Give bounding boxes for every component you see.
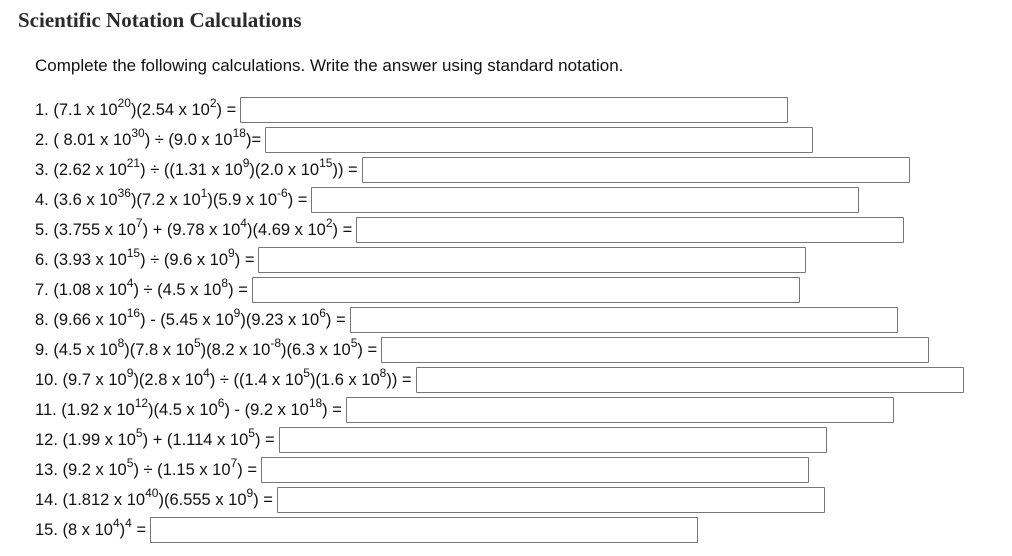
expression-text: ) ÷ ((1.4 x 10	[209, 370, 304, 389]
problem-row	[35, 455, 964, 485]
problem-expression	[35, 246, 255, 270]
exponent: 6	[319, 306, 326, 320]
problem-expression	[35, 186, 308, 210]
expression-text: (4.5 x 10	[53, 340, 118, 359]
answer-input[interactable]	[279, 427, 827, 453]
problem-number: 3.	[35, 160, 54, 179]
expression-text: ) ÷ (1.15 x 10	[133, 460, 231, 479]
exponent: 18	[308, 396, 323, 410]
expression-text: )(6.3 x 10	[281, 340, 351, 359]
problem-number: 5.	[35, 220, 54, 239]
exponent: 36	[117, 186, 131, 200]
problem-expression	[35, 426, 275, 450]
expression-text: )(4.69 x 10	[246, 220, 326, 239]
expression-text: )(6.555 x 10	[158, 490, 247, 509]
problem-expression	[35, 126, 262, 150]
problem-expression	[35, 396, 342, 420]
exponent: 7	[230, 456, 238, 470]
exponent: 12	[134, 396, 149, 410]
expression-text: ) =	[253, 490, 273, 509]
exponent: 9	[228, 246, 235, 260]
answer-input[interactable]	[416, 367, 964, 393]
expression-text: )(4.5 x 10	[148, 400, 218, 419]
exponent: 5	[135, 426, 143, 440]
problem-number: 8.	[35, 310, 54, 329]
answer-input[interactable]	[265, 127, 813, 153]
exponent: 4	[112, 516, 120, 530]
answer-input[interactable]	[381, 337, 929, 363]
answer-input[interactable]	[311, 187, 859, 213]
problem-number: 10.	[35, 370, 63, 389]
exponent: 30	[131, 126, 145, 140]
answer-input[interactable]	[258, 247, 806, 273]
expression-text: )	[119, 520, 126, 539]
exponent: -8	[270, 336, 282, 350]
problem-number: 6.	[35, 250, 54, 269]
exponent: 8	[117, 336, 125, 350]
exponent: 5	[193, 336, 201, 350]
expression-text: ) ÷ (9.6 x 10	[140, 250, 229, 269]
expression-text: )(9.23 x 10	[240, 310, 320, 329]
problem-row	[35, 335, 964, 365]
expression-text: )(8.2 x 10	[200, 340, 271, 359]
exponent: 15	[126, 246, 141, 260]
expression-text: ) =	[332, 220, 353, 239]
exponent: 9	[233, 306, 241, 320]
expression-text: ) =	[357, 340, 378, 359]
problem-row	[35, 185, 964, 215]
exponent: 18	[232, 126, 246, 140]
answer-input[interactable]	[362, 157, 910, 183]
problem-row	[35, 275, 964, 305]
answer-input[interactable]	[261, 457, 809, 483]
answer-input[interactable]	[150, 517, 698, 543]
problem-number: 13.	[35, 460, 63, 479]
expression-text: ) - (5.45 x 10	[140, 310, 234, 329]
expression-text: ) =	[322, 400, 342, 419]
exponent: 5	[350, 336, 358, 350]
exponent: 8	[221, 276, 229, 290]
answer-input[interactable]	[350, 307, 898, 333]
problem-expression	[35, 456, 257, 480]
expression-text: =	[131, 520, 147, 539]
expression-text: )) =	[332, 160, 358, 179]
problem-expression	[35, 96, 237, 120]
page-title: Scientific Notation Calculations	[18, 8, 302, 32]
exponent: 5	[126, 456, 134, 470]
problem-expression	[35, 366, 412, 390]
expression-text: ) + (1.114 x 10	[142, 430, 249, 449]
expression-text: (9.2 x 10	[62, 460, 127, 479]
expression-text: ) =	[254, 430, 275, 449]
expression-text: )(1.6 x 10	[309, 370, 380, 389]
problem-number: 9.	[35, 340, 54, 359]
problem-row	[35, 245, 964, 275]
expression-text: ) =	[325, 310, 346, 329]
expression-text: ) ÷ ((1.31 x 10	[140, 160, 243, 179]
answer-input[interactable]	[277, 487, 825, 513]
expression-text: ) =	[228, 280, 248, 299]
exponent: 9	[246, 486, 254, 500]
expression-text: ) =	[287, 190, 308, 209]
expression-text: (9.7 x 10	[62, 370, 127, 389]
expression-text: (8 x 10	[62, 520, 113, 539]
answer-input[interactable]	[346, 397, 894, 423]
problem-row	[35, 215, 964, 245]
exponent: -6	[277, 186, 288, 200]
problem-number: 7.	[35, 280, 54, 299]
problem-number: 2.	[35, 130, 54, 149]
exponent: 1	[200, 186, 208, 200]
exponent: 5	[248, 426, 255, 440]
expression-text: (2.62 x 10	[53, 160, 127, 179]
problem-row	[35, 125, 964, 155]
exponent: 4	[203, 366, 210, 380]
answer-input[interactable]	[356, 217, 904, 243]
problem-expression	[35, 516, 147, 540]
problem-number: 15.	[35, 520, 63, 539]
answer-input[interactable]	[240, 97, 788, 123]
exponent: 4	[126, 276, 134, 290]
exponent: 4	[240, 216, 247, 230]
expression-text: ) =	[216, 100, 237, 119]
exponent: 9	[126, 366, 134, 380]
exponent: 9	[242, 156, 250, 170]
problem-number: 12.	[35, 430, 63, 449]
exponent: 15	[319, 156, 333, 170]
exponent: 8	[379, 366, 387, 380]
problem-row	[35, 515, 964, 545]
problem-number: 14.	[35, 490, 63, 509]
problem-list	[35, 95, 964, 545]
expression-text: )(5.9 x 10	[207, 190, 278, 209]
problem-row	[35, 365, 964, 395]
expression-text: ) - (9.2 x 10	[224, 400, 309, 419]
expression-text: ) ÷ (9.0 x 10	[144, 130, 233, 149]
expression-text: (1.92 x 10	[61, 400, 135, 419]
expression-text: )(7.8 x 10	[124, 340, 194, 359]
expression-text: )(2.54 x 10	[130, 100, 210, 119]
problem-row	[35, 395, 964, 425]
problem-row	[35, 95, 964, 125]
exponent: 5	[303, 366, 310, 380]
problem-number: 11.	[35, 400, 62, 419]
expression-text: (3.93 x 10	[53, 250, 127, 269]
exponent: 40	[145, 486, 159, 500]
expression-text: (1.99 x 10	[62, 430, 136, 449]
expression-text: )(2.0 x 10	[249, 160, 320, 179]
problem-number: 4.	[35, 190, 54, 209]
expression-text: (9.66 x 10	[53, 310, 127, 329]
expression-text: )(2.8 x 10	[133, 370, 204, 389]
expression-text: ) =	[234, 250, 255, 269]
answer-input[interactable]	[252, 277, 800, 303]
exponent: 4	[125, 516, 132, 530]
expression-text: (1.812 x 10	[62, 490, 146, 509]
expression-text: )(7.2 x 10	[130, 190, 201, 209]
expression-text: (1.08 x 10	[53, 280, 127, 299]
exponent: 2	[209, 96, 217, 110]
exponent: 21	[126, 156, 141, 170]
problem-number: 1.	[35, 100, 54, 119]
problem-row	[35, 425, 964, 455]
expression-text: (3.755 x 10	[53, 220, 136, 239]
expression-text: (7.1 x 10	[53, 100, 118, 119]
exponent: 6	[217, 396, 225, 410]
expression-text: ) ÷ (4.5 x 10	[133, 280, 222, 299]
problem-row	[35, 305, 964, 335]
problem-expression	[35, 156, 358, 180]
problem-expression	[35, 306, 346, 330]
exponent: 7	[135, 216, 143, 230]
expression-text: (3.6 x 10	[53, 190, 118, 209]
expression-text: ) =	[237, 460, 257, 479]
expression-text: )=	[245, 130, 262, 149]
instructions-text: Complete the following calculations. Write the answer using standard notation.	[35, 56, 624, 75]
problem-row	[35, 155, 964, 185]
exponent: 20	[117, 96, 131, 110]
problem-expression	[35, 216, 353, 240]
expression-text: )) =	[386, 370, 412, 389]
problem-expression	[35, 336, 378, 360]
exponent: 2	[325, 216, 333, 230]
expression-text: ( 8.01 x 10	[53, 130, 132, 149]
expression-text: ) + (9.78 x 10	[142, 220, 241, 239]
problem-row	[35, 485, 964, 515]
exponent: 16	[126, 306, 141, 320]
problem-expression	[35, 276, 248, 300]
problem-expression	[35, 486, 273, 510]
